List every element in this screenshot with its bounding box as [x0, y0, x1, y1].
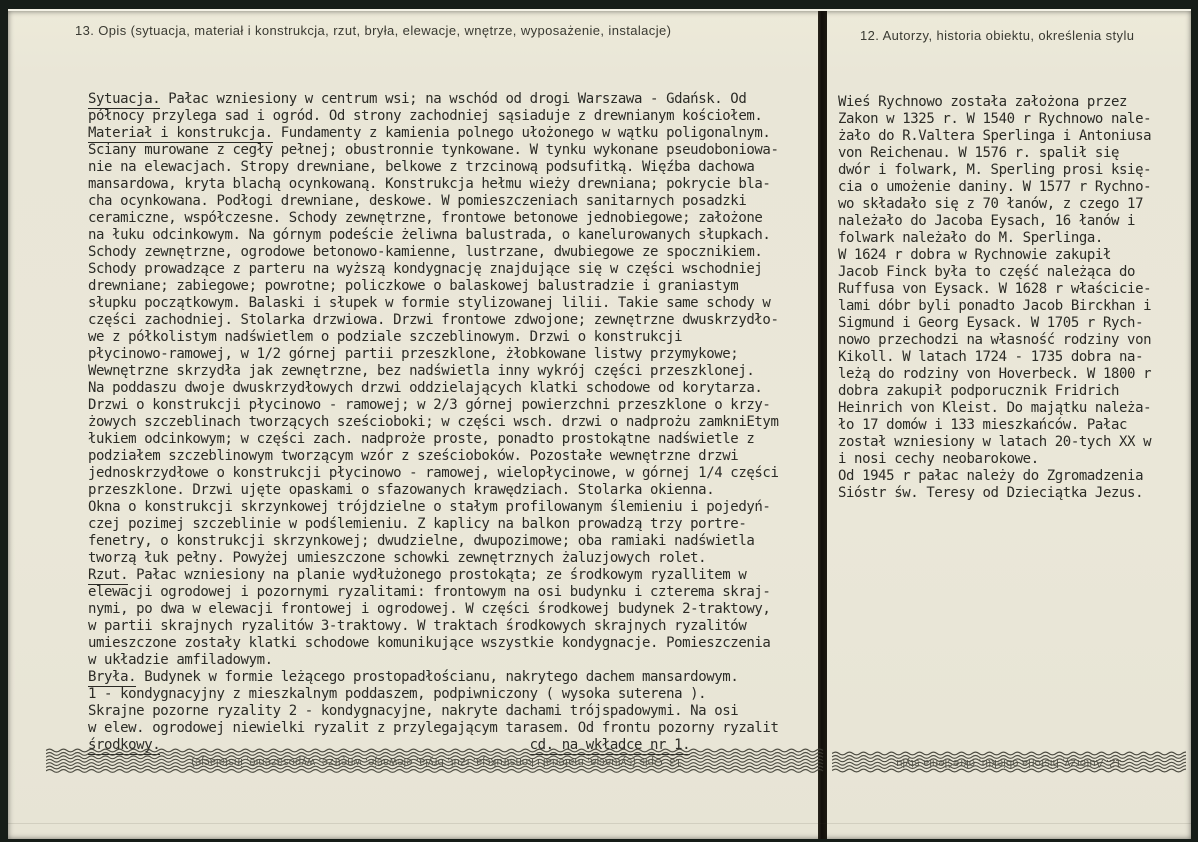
text-line: von Reichenau. W 1576 r. spalił się — [838, 145, 1120, 161]
text-line: Sytuacja. Pałac wzniesiony w centrum wsi; na wschód od drogi Warszawa - Gdańsk. Od — [88, 91, 747, 107]
text-line: płycinowo-ramowej, w 1/2 górnej partii przeszklone, żłobkowane listwy przymykowe; — [88, 346, 739, 362]
text-line: elewacji ogrodowej i pozornymi ryzalitami: frontowym na osi budynku i czterema skraj- — [88, 584, 771, 600]
text-line: w układzie amfiladowym. — [88, 652, 273, 668]
text-line: nowo przechodzi na własność rodziny von — [838, 332, 1152, 348]
text-line: w elew. ogrodowej niewielki ryzalit z przylegającym tarasem. Od frontu pozorny ryzalit — [88, 720, 779, 736]
text-line: Materiał i konstrukcja. Fundamenty z kamienia polnego ułożonego w wątku poligonalnym. — [88, 125, 771, 141]
text-line: W 1624 r dobra w Rychnowie zakupił — [838, 247, 1111, 263]
text-line: przeszklone. Drzwi ujęte opaskami o sfazowanych krawędziach. Stolarka okienna. — [88, 482, 715, 498]
text-line: fenetry, o konstrukcji skrzynkowej; dwudzielne, dwupozimowe; oba ramiaki nadświetla — [88, 533, 755, 549]
text-line: Okna o konstrukcji skrzynkowej trójdzielne o stałym profilowanym ślemieniu i pojedyń- — [88, 499, 771, 515]
paper-fold-line — [8, 823, 1191, 824]
text-line: tworzą łuk pełny. Powyżej umieszczone schowki zewnętrznych żaluzjowych rolet. — [88, 550, 707, 566]
flipped-header-showthrough-left: 13. Opis (sytuacja, materiał i konstrukcja, rzut, bryła, elewacje, wnętrze, wyposażenie, instalacje) — [190, 756, 682, 768]
flipped-header-showthrough-right: 12. Autorzy, historia obiektu, określenia stylu — [896, 757, 1122, 769]
text-line: jednoskrzydłowe o konstrukcji płycinowo - ramowej, wielopłycinowe, w górnej 1/4 części — [88, 465, 779, 481]
text-line: 1 - kondygnacyjny z mieszkalnym poddaszem, podpiwniczony ( wysoka suterena ). — [88, 686, 707, 702]
text-line: ceramiczne, współczesne. Schody zewnętrzne, frontowe betonowe jednobiegowe; założone — [88, 210, 763, 226]
text-line: Od 1945 r pałac należy do Zgromadzenia — [838, 468, 1144, 484]
text-line: Ruffusa von Eysack. W 1628 r właścicie- — [838, 281, 1152, 297]
text-line: podziałem szczeblinowym tworzącym wzór z sześcioboków. Pozostałe wewnętrzne drzwi — [88, 448, 739, 464]
text-line: Wieś Rychnowo została założona przez — [838, 94, 1128, 110]
text-line: Sigmund i Georg Eysack. W 1705 r Rych- — [838, 315, 1144, 331]
left-section-header: 13. Opis (sytuacja, materiał i konstrukcja, rzut, bryła, elewacje, wnętrze, wyposażenie, instalacje) — [75, 23, 672, 38]
text-line: Wewnętrzne skrzydła jak zewnętrzne, bez nadświetla inny wykrój części przeszklonej. — [88, 363, 755, 379]
paper-sheet — [8, 9, 1191, 839]
text-line: ło 17 domów i 133 mieszkańców. Pałac — [838, 417, 1128, 433]
text-line: we z półkolistym nadświetlem o podziale szczeblinowym. Drzwi o konstrukcji — [88, 329, 683, 345]
text-line: został wzniesiony w latach 20-tych XX w — [838, 434, 1152, 450]
text-line: w partii skrajnych ryzalitów 3-traktowy. W traktach środkowych skrajnych ryzalitów — [88, 618, 747, 634]
text-line: należało do Jacoba Eysach, 16 łanów i — [838, 213, 1136, 229]
text-line: umieszczone zostały klatki schodowe komunikujące wszystkie kondygnacje. Pomieszczenia — [88, 635, 771, 651]
text-line: cha ocynkowana. Podłogi drewniane, deskowe. W pomieszczeniach sanitarnych posadzki — [88, 193, 747, 209]
text-line: Sióstr św. Teresy od Dzieciątka Jezus. — [838, 485, 1144, 501]
text-line: na łuku odcinkowym. Na górnym podeście żeliwna balustrada, o kanelurowanych słupkach. — [88, 227, 771, 243]
text-line: drewniane; zabiegowe; powrotne; policzkowe o balaskowej balustradzie i graniastym — [88, 278, 739, 294]
text-line: żowych szczeblinach tworzących sześcioboki; w części wsch. drzwi o nadprożu zamkniEtym — [88, 414, 779, 430]
wavy-strikethrough-band-right — [832, 751, 1186, 775]
text-line: Bryła. Budynek w formie leżącego prostopadłościanu, nakrytego dachem mansardowym. — [88, 669, 739, 685]
text-line: Kikoll. W latach 1724 - 1735 dobra na- — [838, 349, 1144, 365]
text-line: Skrajne pozorne ryzality 2 - kondygnacyjne, nakryte dachami trójspadowymi. Na osi — [88, 703, 739, 719]
left-column-typewritten-text — [88, 91, 828, 754]
text-line: dwór i folwark, M. Sperling prosi księ- — [838, 162, 1152, 178]
text-line: Jacob Finck była to część należąca do — [838, 264, 1136, 280]
text-line: czej pozimej szczeblinie w podślemieniu. Z kaplicy na balkon prowadzą trzy portre- — [88, 516, 747, 532]
text-line: dobra zakupił podporucznik Fridrich — [838, 383, 1120, 399]
text-line: wo składało się z 70 łanów, z czego 17 — [838, 196, 1144, 212]
right-column-typewritten-text — [838, 94, 1183, 502]
text-line: Na poddaszu dwoje dwuskrzydłowych drzwi oddzielających klatki schodowe od korytarza. — [88, 380, 763, 396]
text-line: Zakon w 1325 r. W 1540 r Rychnowo nale- — [838, 111, 1152, 127]
page-divider-rule — [818, 11, 827, 839]
right-section-header: 12. Autorzy, historia obiektu, określenia stylu — [860, 28, 1135, 43]
text-line: części zachodniej. Stolarka drzwiowa. Drzwi frontowe zdwojone; zewnętrzne dwuskrzydło- — [88, 312, 779, 328]
text-line: słupku początkowym. Balaski i słupek w formie stylizowanej lilii. Takie same schody w — [88, 295, 771, 311]
text-line: nie na elewacjach. Stropy drewniane, belkowe z trzcinową podsufitką. Więźba dachowa — [88, 159, 755, 175]
text-line: Drzwi o konstrukcji płycinowo - ramowej; w 2/3 górnej powierzchni przeszklone o krzy- — [88, 397, 771, 413]
text-line: Sciany murowane z cegły pełnej; obustronnie tynkowane. W tynku wykonane pseudoboniowa- — [88, 142, 779, 158]
text-line: leżą do rodziny von Hoverbeck. W 1800 r — [838, 366, 1152, 382]
text-line: Schody prowadzące z parteru na wyższą kondygnację znajdujące się w części wschodniej — [88, 261, 763, 277]
text-line: Heinrich von Kleist. Do majątku należa- — [838, 400, 1152, 416]
text-line: północy przylega sad i ogród. Od strony zachodniej sąsiaduje z drewnianym kościołem. — [88, 108, 763, 124]
text-line: łukiem odcinkowym; w części zach. nadproże proste, ponadto prostokątne nadświetle z — [88, 431, 755, 447]
text-line: folwark należało do M. Sperlinga. — [838, 230, 1103, 246]
wavy-strikethrough-band-left — [46, 748, 826, 776]
text-line: mansardowa, kryta blachą ocynkowaną. Konstrukcja hełmu wieży drewniana; pokrycie bla- — [88, 176, 771, 192]
text-line: żało do R.Valtera Sperlinga i Antoniusa — [838, 128, 1152, 144]
text-line: cia o umożenie daniny. W 1577 r Rychno- — [838, 179, 1152, 195]
text-line: Schody zewnętrzne, ogrodowe betonowo-kamienne, lustrzane, dwubiegowe ze spocznikiem. — [88, 244, 763, 260]
text-line: środkowy. cd. na wkładce nr 1. — [88, 737, 691, 753]
text-line: Rzut. Pałac wzniesiony na planie wydłużonego prostokąta; ze środkowym ryzallitem w — [88, 567, 747, 583]
text-line: lami dóbr byli ponadto Jacob Birckhan i — [838, 298, 1152, 314]
text-line: i nosi cechy neobarokowe. — [838, 451, 1039, 467]
text-line: nymi, po dwa w elewacji frontowej i ogrodowej. W części środkowej budynek 2-traktowy, — [88, 601, 771, 617]
